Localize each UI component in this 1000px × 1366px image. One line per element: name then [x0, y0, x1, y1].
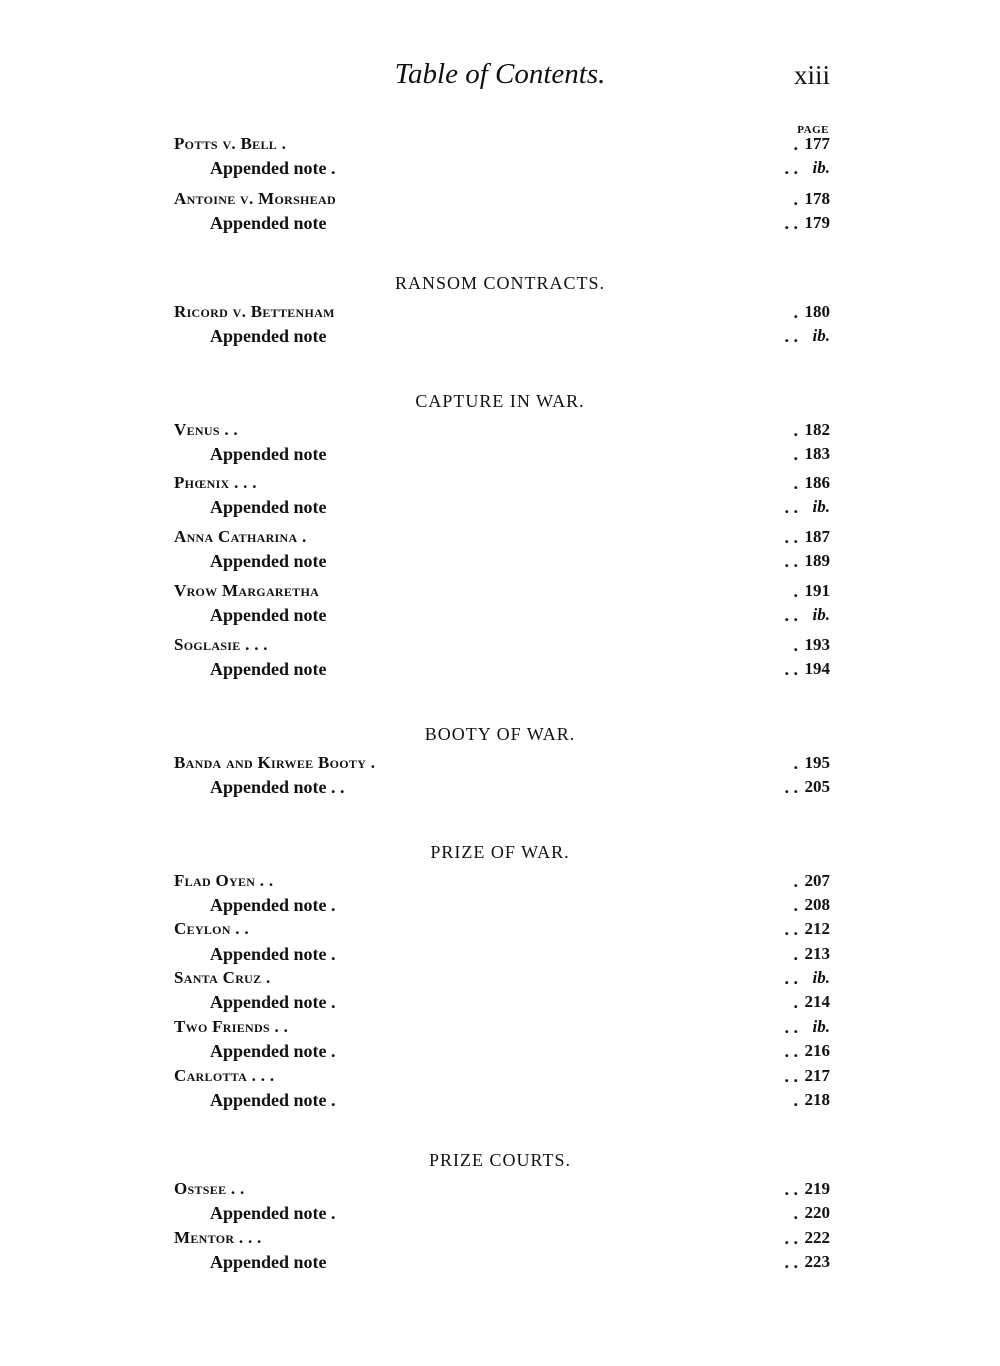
- note-label: Appended note .: [210, 944, 336, 964]
- case-entry: [174, 1179, 830, 1201]
- section-heading: BOOTY OF WAR.: [424, 724, 576, 744]
- note-label: Appended note .: [210, 158, 336, 178]
- leader-dots: . .: [784, 968, 798, 988]
- case-entry: [174, 753, 830, 775]
- entry-page-number: 218: [804, 1090, 830, 1109]
- case-entry: [174, 302, 830, 324]
- case-entry: [174, 968, 830, 990]
- entry-page-number: 216: [804, 1041, 830, 1060]
- note-label: Appended note: [210, 213, 327, 233]
- page-column-label: PAGE: [797, 124, 829, 136]
- section-heading: RANSOM CONTRACTS.: [394, 273, 606, 293]
- entry-page-number: ib.: [812, 497, 830, 516]
- case-entry: [174, 420, 830, 442]
- case-title: Antoine v. Morshead: [174, 189, 336, 208]
- leader-dots: .: [793, 444, 798, 464]
- entry-page-number: 212: [804, 919, 830, 938]
- case-title: Banda and Kirwee Booty .: [174, 753, 376, 772]
- case-title: Mentor . . .: [174, 1228, 262, 1247]
- case-entry: [174, 134, 830, 156]
- entry-page-number: 179: [804, 213, 830, 232]
- leader-dots: .: [793, 871, 798, 891]
- case-title: Venus . .: [174, 420, 238, 439]
- case-title: Phœnix . . .: [174, 473, 257, 492]
- case-title: Soglasie . . .: [174, 635, 268, 654]
- appended-note-entry: [174, 1203, 830, 1225]
- entry-page-number: 222: [804, 1228, 830, 1247]
- case-title: Vrow Margaretha: [174, 581, 320, 600]
- leader-dots: . .: [784, 1041, 798, 1061]
- case-title: Ceylon . .: [174, 919, 249, 938]
- case-entry: [174, 189, 830, 211]
- note-label: Appended note: [210, 605, 327, 625]
- entry-page-number: ib.: [812, 605, 830, 624]
- leader-dots: . .: [784, 1066, 798, 1086]
- appended-note-entry: [174, 1252, 830, 1274]
- case-title: Ricord v. Bettenham: [174, 302, 335, 321]
- leader-dots: . .: [784, 158, 798, 178]
- entry-page-number: 182: [804, 420, 830, 439]
- note-label: Appended note: [210, 326, 327, 346]
- note-label: Appended note .: [210, 992, 336, 1012]
- page-number: xiii: [793, 60, 830, 90]
- leader-dots: . .: [784, 1017, 798, 1037]
- entry-page-number: 205: [804, 777, 830, 796]
- case-title: Potts v. Bell .: [174, 134, 287, 153]
- entry-page-number: 189: [804, 551, 830, 570]
- leader-dots: . .: [784, 1252, 798, 1272]
- entry-page-number: 191: [804, 581, 830, 600]
- note-label: Appended note .: [210, 1041, 336, 1061]
- appended-note-entry: [174, 444, 830, 466]
- case-entry: [174, 1066, 830, 1088]
- appended-note-entry: [174, 213, 830, 235]
- case-title: Carlotta . . .: [174, 1066, 275, 1085]
- running-title: Table of Contents.: [394, 58, 606, 90]
- entry-page-number: 193: [804, 635, 830, 654]
- appended-note-entry: [174, 158, 830, 180]
- leader-dots: . .: [784, 213, 798, 233]
- case-entry: [174, 473, 830, 495]
- case-entry: [174, 635, 830, 657]
- note-label: Appended note .: [210, 1090, 336, 1110]
- leader-dots: . .: [784, 659, 798, 679]
- entry-page-number: ib.: [812, 968, 830, 987]
- leader-dots: .: [793, 992, 798, 1012]
- appended-note-entry: [174, 777, 830, 799]
- case-title: Anna Catharina .: [174, 527, 307, 546]
- leader-dots: .: [793, 473, 798, 493]
- section-heading: PRIZE OF WAR.: [430, 842, 570, 862]
- leader-dots: . .: [784, 497, 798, 517]
- entry-page-number: 219: [804, 1179, 830, 1198]
- note-label: Appended note: [210, 1252, 327, 1272]
- appended-note-entry: [174, 1041, 830, 1063]
- case-title: Santa Cruz .: [174, 968, 271, 987]
- entry-page-number: 183: [804, 444, 830, 463]
- entry-page-number: 208: [804, 895, 830, 914]
- leader-dots: .: [793, 944, 798, 964]
- leader-dots: .: [793, 895, 798, 915]
- leader-dots: .: [793, 1090, 798, 1110]
- entry-page-number: 178: [804, 189, 830, 208]
- case-title: Ostsee . .: [174, 1179, 245, 1198]
- leader-dots: . .: [784, 551, 798, 571]
- leader-dots: . .: [784, 326, 798, 346]
- appended-note-entry: [174, 497, 830, 519]
- note-label: Appended note: [210, 444, 327, 464]
- entry-page-number: ib.: [812, 326, 830, 345]
- leader-dots: .: [793, 581, 798, 601]
- case-entry: [174, 581, 830, 603]
- case-entry: [174, 1017, 830, 1039]
- case-title: Flad Oyen . .: [174, 871, 274, 890]
- appended-note-entry: [174, 944, 830, 966]
- case-entry: [174, 919, 830, 941]
- case-title: Two Friends . .: [174, 1017, 289, 1036]
- note-label: Appended note . .: [210, 777, 345, 797]
- entry-page-number: ib.: [812, 158, 830, 177]
- note-label: Appended note: [210, 659, 327, 679]
- appended-note-entry: [174, 551, 830, 573]
- leader-dots: . .: [784, 527, 798, 547]
- leader-dots: . .: [784, 605, 798, 625]
- section-heading: CAPTURE IN WAR.: [415, 391, 585, 411]
- leader-dots: . .: [784, 919, 798, 939]
- note-label: Appended note: [210, 551, 327, 571]
- leader-dots: .: [793, 753, 798, 773]
- section-heading: PRIZE COURTS.: [429, 1150, 571, 1170]
- note-label: Appended note: [210, 497, 327, 517]
- leader-dots: .: [793, 420, 798, 440]
- entry-page-number: 217: [804, 1066, 830, 1085]
- entry-page-number: 223: [804, 1252, 830, 1271]
- entry-page-number: 214: [804, 992, 830, 1011]
- leader-dots: . .: [784, 1179, 798, 1199]
- entry-page-number: 187: [804, 527, 830, 546]
- appended-note-entry: [174, 659, 830, 681]
- leader-dots: . .: [784, 1228, 798, 1248]
- leader-dots: .: [793, 1203, 798, 1223]
- appended-note-entry: [174, 605, 830, 627]
- leader-dots: .: [793, 302, 798, 322]
- case-entry: [174, 871, 830, 893]
- leader-dots: .: [793, 635, 798, 655]
- appended-note-entry: [174, 1090, 830, 1112]
- note-label: Appended note .: [210, 1203, 336, 1223]
- entry-page-number: 194: [804, 659, 830, 678]
- appended-note-entry: [174, 992, 830, 1014]
- note-label: Appended note .: [210, 895, 336, 915]
- entry-page-number: 207: [804, 871, 830, 890]
- entry-page-number: 177: [804, 134, 830, 153]
- appended-note-entry: [174, 895, 830, 917]
- entry-page-number: 186: [804, 473, 830, 492]
- case-entry: [174, 1228, 830, 1250]
- entry-page-number: 213: [804, 944, 830, 963]
- leader-dots: .: [793, 134, 798, 154]
- entry-page-number: 195: [804, 753, 830, 772]
- entry-page-number: 180: [804, 302, 830, 321]
- entry-page-number: ib.: [812, 1017, 830, 1036]
- appended-note-entry: [174, 326, 830, 348]
- case-entry: [174, 527, 830, 549]
- leader-dots: . .: [784, 777, 798, 797]
- leader-dots: .: [793, 189, 798, 209]
- entry-page-number: 220: [804, 1203, 830, 1222]
